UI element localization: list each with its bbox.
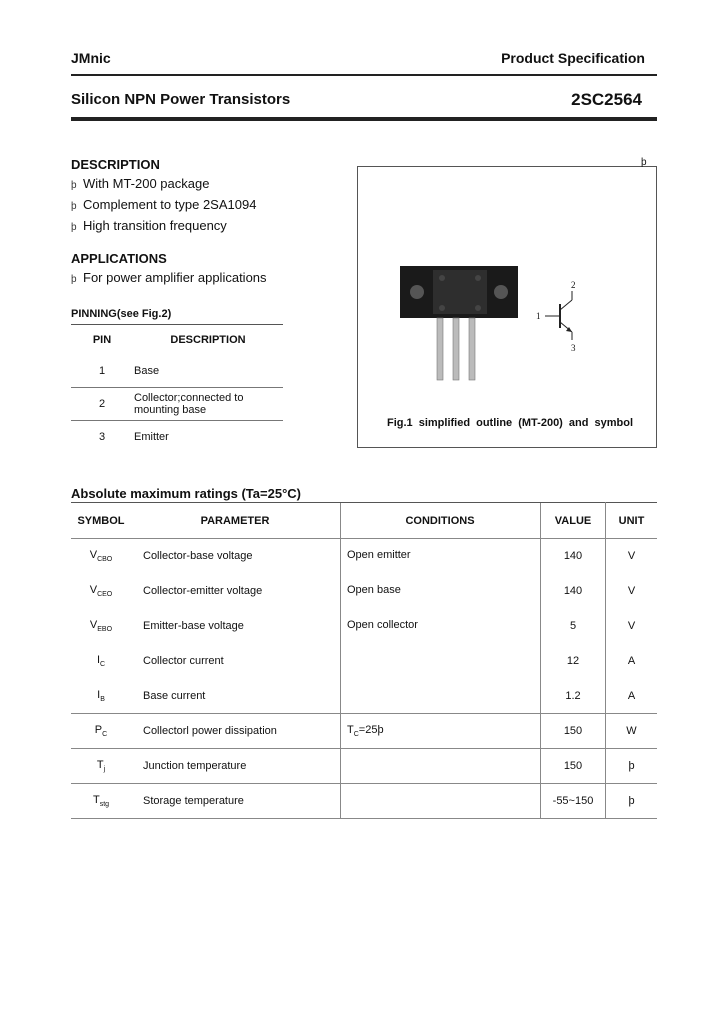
conditions-cell: $T_C=25þ$: [341, 714, 541, 749]
table-row: 3 Emitter: [71, 421, 283, 454]
value-cell: -55~150: [541, 784, 606, 819]
pinning-table: [71, 325, 283, 453]
pinning-heading: PINNING(see Fig.2): [71, 308, 172, 320]
parameter-cell: Collector-base voltage: [131, 539, 341, 574]
lead-emitter: [469, 318, 475, 380]
unit-cell: þ: [606, 749, 658, 784]
table-row: 1 Base: [98, 365, 160, 377]
package-image: [395, 258, 523, 383]
symbol-cell: $P_C$: [71, 714, 131, 749]
unit-cell: W: [606, 714, 658, 749]
value-cell: 150: [541, 749, 606, 784]
bullet-icon: þ: [71, 201, 77, 212]
part-number: 2SC2564: [571, 90, 642, 109]
table-row: [71, 714, 657, 749]
description-list: [71, 174, 256, 237]
value-cell: 140: [541, 539, 606, 574]
table-row: [71, 679, 657, 714]
value-cell: 140: [541, 574, 606, 609]
symbol-cell: $I_C$: [71, 644, 131, 679]
symbol-pin-1: 1: [536, 311, 541, 321]
product-line-title: Silicon NPN Power Transistors: [71, 91, 291, 108]
ratings-table: [71, 502, 657, 819]
list-item: þ For power amplifier applications: [71, 268, 267, 289]
parameter-cell: Collector current: [131, 644, 341, 679]
list-item: þ High transition frequency: [71, 216, 256, 237]
pin-col-header: PIN: [92, 334, 112, 346]
doc-type: Product Specification: [501, 50, 645, 66]
unit-cell: A: [606, 679, 658, 714]
unit-cell: þ: [606, 784, 658, 819]
symbol-cell: $I_B$: [71, 679, 131, 714]
applications-heading: APPLICATIONS: [71, 251, 167, 266]
mounting-hole-right: [494, 285, 508, 299]
value-cell: 1.2: [541, 679, 606, 714]
symbol-pin-2: 2: [571, 280, 576, 290]
symbol-cell: $V_{EBO}$: [71, 609, 131, 644]
header-rule: [71, 74, 657, 76]
conditions-cell: [341, 679, 541, 714]
value-cell: 150: [541, 714, 606, 749]
value-cell: 12: [541, 644, 606, 679]
parameter-cell: Collector-emitter voltage: [131, 574, 341, 609]
symbol-cell: $V_{CEO}$: [71, 574, 131, 609]
figure-caption: Fig.1 simplified outline (MT-200) and symbol: [387, 417, 634, 429]
parameter-cell: Base current: [131, 679, 341, 714]
applications-list: [71, 268, 267, 289]
conditions-cell: Open collector: [341, 609, 541, 644]
parameter-cell: Junction temperature: [131, 749, 341, 784]
parameter-cell: Emitter-base voltage: [131, 609, 341, 644]
unit-cell: V: [606, 574, 658, 609]
ratings-heading: Absolute maximum ratings (Ta=25°C): [71, 486, 301, 501]
bullet-icon: þ: [71, 180, 77, 191]
table-row: [71, 574, 657, 609]
table-row: [71, 539, 657, 574]
lead-collector: [453, 318, 459, 380]
table-row: [71, 784, 657, 819]
parameter-cell: Storage temperature: [131, 784, 341, 819]
unit-cell: V: [606, 609, 658, 644]
unit-cell: V: [606, 539, 658, 574]
list-item: þ Complement to type 2SA1094: [71, 195, 256, 216]
value-cell: 5: [541, 609, 606, 644]
unit-cell: A: [606, 644, 658, 679]
symbol-cell: $T_j$: [71, 749, 131, 784]
ratings-header-row: SYMBOL PARAMETER CONDITIONS VALUE UNIT: [71, 503, 657, 539]
list-item: þ With MT-200 package: [71, 174, 256, 195]
desc-col-header: DESCRIPTION: [170, 334, 246, 346]
description-heading: DESCRIPTION: [71, 157, 160, 172]
brand-name: JMnic: [71, 50, 111, 66]
conditions-cell: Open base: [341, 574, 541, 609]
table-row: [71, 749, 657, 784]
conditions-cell: [341, 644, 541, 679]
mounting-hole-left: [410, 285, 424, 299]
table-row: 2 Collector;connected to mounting base: [71, 388, 283, 421]
symbol-cell: $V_{CBO}$: [71, 539, 131, 574]
parameter-cell: Collectorl power dissipation: [131, 714, 341, 749]
figure-corner-mark: þ: [641, 157, 647, 168]
table-row: [71, 609, 657, 644]
symbol-pin-3: 3: [571, 343, 576, 353]
conditions-cell: [341, 784, 541, 819]
bullet-icon: þ: [71, 274, 77, 285]
title-rule: [71, 117, 657, 121]
lead-base: [437, 318, 443, 380]
symbol-cell: $T_{stg}$: [71, 784, 131, 819]
table-row: [71, 644, 657, 679]
conditions-cell: [341, 749, 541, 784]
conditions-cell: Open emitter: [341, 539, 541, 574]
bullet-icon: þ: [71, 222, 77, 233]
